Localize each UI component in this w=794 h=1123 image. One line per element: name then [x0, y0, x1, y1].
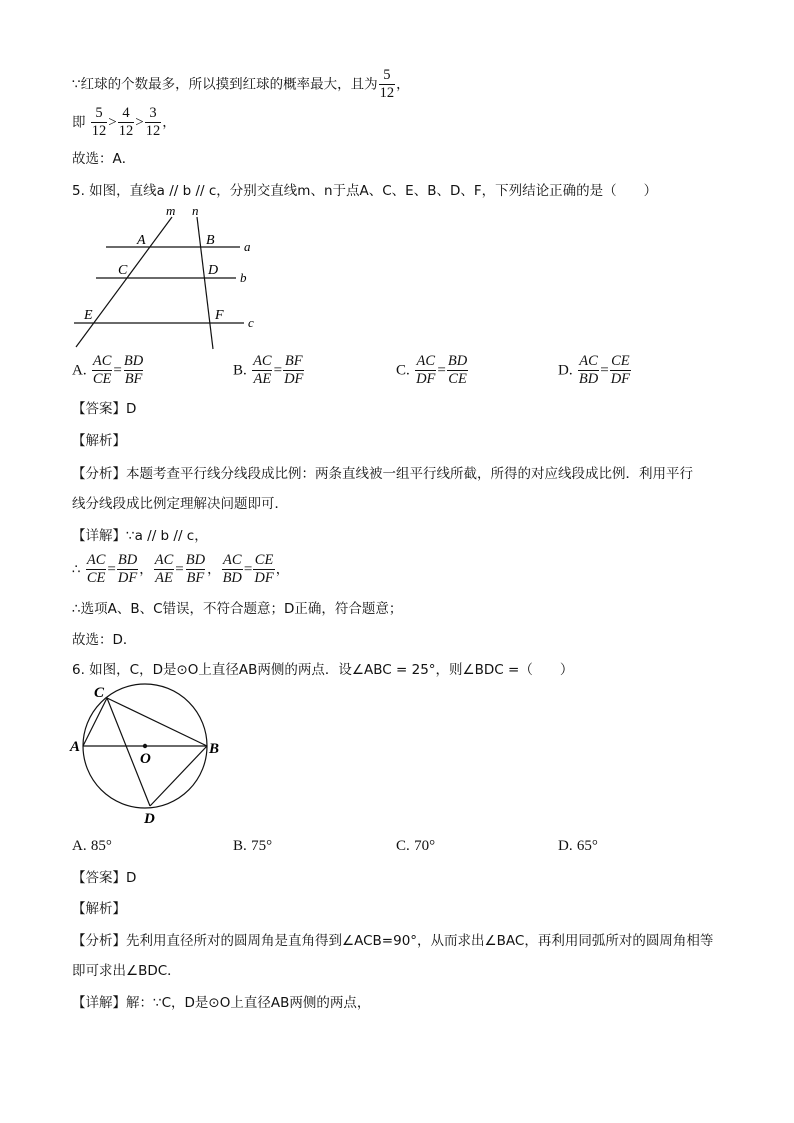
q6-xiangjie-line1: 【详解】解：∵C，D是⊙O上直径AB两侧的两点，	[72, 995, 371, 1011]
fraction: $\frac{5}{12}$	[91, 105, 107, 139]
q5-answer: 【答案】D	[72, 401, 137, 417]
label-A: A	[70, 739, 81, 755]
q6-option-b[interactable]: B. 75°	[233, 838, 273, 854]
label-n: n	[192, 203, 199, 218]
label-F: F	[215, 308, 224, 323]
fraction: $\frac{3}{12}$	[145, 105, 161, 139]
q5-conclusion: ∴选项A、B、C错误，不符合题意；D正确，符合题意；	[72, 601, 403, 617]
line-inequality: 即 $\frac{5}{12}$ > $\frac{4}{12}$ > $\frac{3}{12}$ ，	[72, 105, 176, 139]
label-c: c	[248, 315, 254, 330]
q5-final: 故选：D．	[72, 632, 137, 648]
q6-fenxi-line2: 即可求出∠BDC．	[72, 963, 181, 979]
label-a: a	[244, 239, 251, 254]
q5-parallel-lines-figure	[68, 203, 268, 355]
label-b: b	[240, 270, 247, 285]
line-red-ball-probability: ∵红球的个数最多，所以摸到红球的概率最大，且为 $\frac{5}{12}$ ，	[72, 67, 410, 101]
label-B: B	[206, 233, 215, 248]
label-O: O	[140, 751, 151, 767]
q6-option-a[interactable]: A. 85°	[72, 838, 112, 854]
q5-analysis-heading: 【解析】	[72, 433, 126, 449]
label-m: m	[166, 203, 176, 218]
label-D: D	[208, 263, 219, 278]
q5-option-b[interactable]: B. $\frac{AC}{AE}$ = $\frac{BF}{DF}$	[233, 353, 304, 387]
center-dot	[143, 744, 147, 748]
choice-line: 故选：A．	[72, 151, 136, 167]
q6-answer: 【答案】D	[72, 870, 137, 886]
label-A: A	[137, 233, 146, 248]
line-m	[76, 217, 172, 347]
label-B: B	[209, 741, 220, 757]
q6-analysis-heading: 【解析】	[72, 901, 126, 917]
q5-fenxi-line2: 线分线段成比例定理解决问题即可．	[72, 496, 288, 512]
q5-stem: 5. 如图，直线a // b // c，分别交直线m、n于点A、C、E、B、D、F，下列结论正确的是（ ）	[72, 183, 658, 199]
label-C: C	[94, 685, 105, 701]
fraction: $\frac{4}{12}$	[118, 105, 134, 139]
fraction: $\frac{5}{12}$	[379, 67, 395, 101]
q6-option-c[interactable]: C. 70°	[396, 838, 436, 854]
q6-circle-figure	[66, 682, 236, 828]
segment-ac	[83, 698, 107, 746]
q5-option-c[interactable]: C. $\frac{AC}{DF}$ = $\frac{BD}{CE}$	[396, 353, 468, 387]
q6-stem: 6. 如图，C，D是⊙O上直径AB两侧的两点．设∠ABC = 25°，则∠BDC =（ ）	[72, 662, 574, 678]
q5-fenxi-line1: 【分析】本题考查平行线分线段成比例：两条直线被一组平行线所截，所得的对应线段成比例．利用平行	[72, 466, 693, 482]
text: ∵红球的个数最多，所以摸到红球的概率最大，且为	[72, 76, 378, 93]
q6-option-d[interactable]: D. 65°	[558, 838, 598, 854]
label-D: D	[144, 811, 155, 827]
q5-xiangjie-line1: 【详解】∵a // b // c，	[72, 528, 208, 544]
label-C: C	[118, 263, 128, 278]
q6-fenxi-line1: 【分析】先利用直径所对的圆周角是直角得到∠ACB=90°，从而求出∠BAC，再利用同弧所对的圆周角相等	[72, 933, 714, 949]
label-E: E	[84, 308, 93, 323]
segment-db	[150, 746, 207, 806]
q5-ratios-line: ∴ $\frac{AC}{CE}$ = $\frac{BD}{DF}$ ， $\frac{AC}{AE}$ = $\frac{BD}{BF}$ ， $\frac{AC}{BD}$ = $\frac{CE}{DF}$ ，	[72, 552, 290, 586]
q5-option-a[interactable]: A. $\frac{AC}{CE}$ = $\frac{BD}{BF}$	[72, 353, 144, 387]
q5-option-d[interactable]: D. $\frac{AC}{BD}$ = $\frac{CE}{DF}$	[558, 353, 631, 387]
